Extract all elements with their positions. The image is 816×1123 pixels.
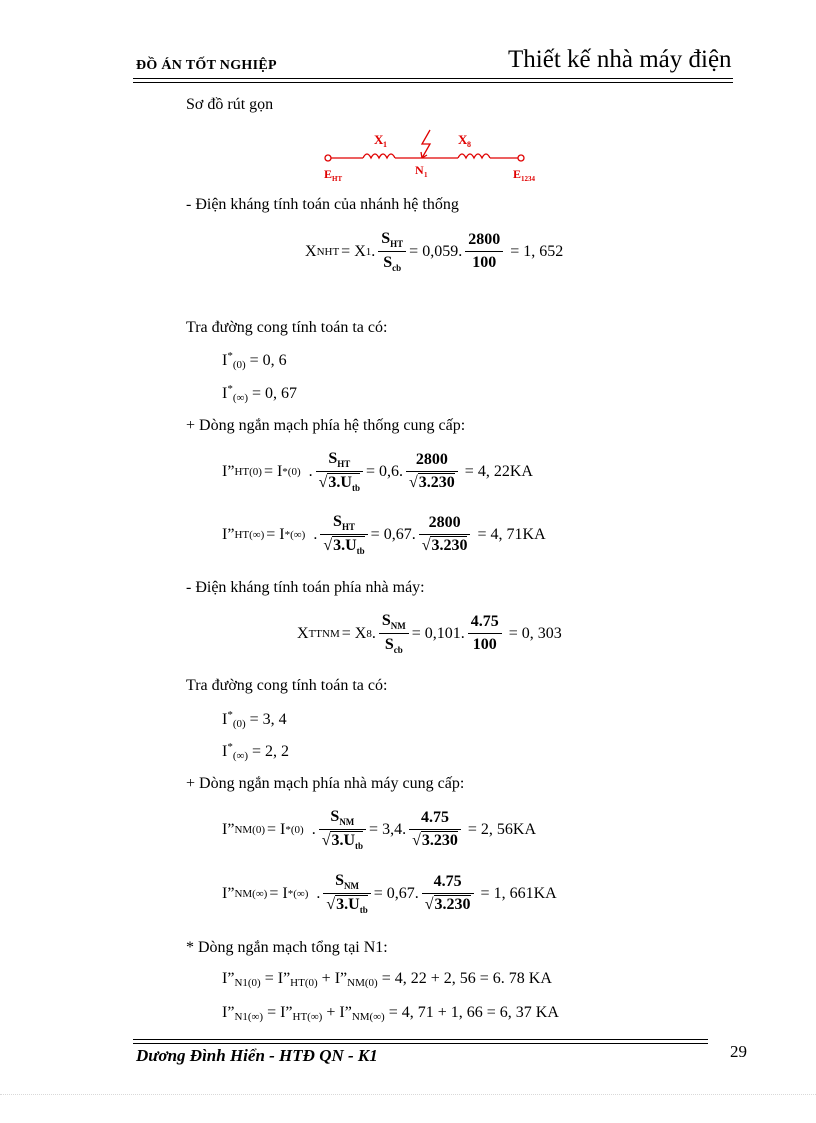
math-token: = 0,67. <box>370 525 416 543</box>
math-token: = 3, 4 <box>249 711 287 728</box>
math-token: = 1, 652 <box>510 242 564 260</box>
math-token: HT(0) <box>290 977 318 989</box>
math-token: = 2, 56KA <box>467 820 536 838</box>
math-token: NM(0) <box>347 977 378 989</box>
sum-n1-0 <box>222 970 552 989</box>
math-token: 3.U <box>331 832 356 849</box>
label-e1234-sub: 1234 <box>521 175 535 183</box>
math-token: NM <box>339 817 355 827</box>
math-token: = 0,6. <box>365 462 404 480</box>
math-token: 4.75 <box>409 809 461 830</box>
math-token: = I <box>269 884 288 902</box>
math-token: (∞) <box>293 887 309 900</box>
math-token: cb <box>392 263 402 273</box>
math-token: S <box>328 450 338 467</box>
math-token: = 4, 71 + 1, 66 = 6, 37 KA <box>388 1004 559 1021</box>
math-token: I” <box>222 462 235 480</box>
math-token: (0) <box>287 465 301 478</box>
label-e1234: E <box>513 167 522 181</box>
math-token: 2800 <box>465 231 503 252</box>
sum-n1-inf <box>222 1004 559 1023</box>
math-token: S <box>381 612 391 629</box>
dong-ngan-mach-ht: + Dòng ngắn mạch phía hệ thống cung cấp: <box>186 417 466 434</box>
math-token: * <box>227 709 233 721</box>
math-token: = X <box>341 624 367 642</box>
line-he-thong: - Điện kháng tính toán của nhánh hệ thống <box>186 196 459 213</box>
math-token: (0) <box>232 718 246 730</box>
math-token: (0) <box>290 823 304 836</box>
math-token: 3.U <box>328 474 352 491</box>
tra-duong-cong-2: Tra đường cong tính toán ta có: <box>186 677 388 694</box>
math-token: cb <box>393 645 403 655</box>
math-token: = I <box>267 820 286 838</box>
math-token: = I <box>263 462 283 480</box>
math-token: 3.230 <box>431 537 468 554</box>
math-token: S <box>335 872 344 889</box>
math-token: NM <box>390 621 406 631</box>
math-token: tb <box>355 841 364 851</box>
math-token: N1(∞) <box>234 1011 264 1023</box>
line-nha-may: - Điện kháng tính toán phía nhà máy: <box>186 579 425 596</box>
math-token: I” <box>222 820 235 838</box>
math-token: NM(∞) <box>351 1011 385 1023</box>
math-token: tb <box>359 905 368 915</box>
math-token: = I” <box>267 1004 293 1021</box>
math-token: X <box>305 242 317 260</box>
math-token: 3.230 <box>434 896 471 913</box>
math-token: I <box>222 711 228 728</box>
math-token: 3.230 <box>421 832 458 849</box>
math-token: = 4, 22KA <box>464 462 533 480</box>
math-token: . <box>371 624 376 642</box>
math-token: I” <box>222 1004 235 1021</box>
label-x1-sub: 1 <box>383 140 387 149</box>
diagram-intro: Sơ đồ rút gọn <box>186 96 274 113</box>
source-terminal-ht <box>325 155 331 161</box>
math-token: = 0, 6 <box>249 352 287 369</box>
label-eht: E <box>324 167 333 181</box>
math-token: HT <box>337 459 351 469</box>
equation-i-ht-inf: I” HT(∞) = I * (∞) . $\frac{S_{HT}}{√3.U_{tb}}$ = 0,67. $\frac{2800}{√3.230}$ = 4, 71KA <box>222 513 546 556</box>
equation-i-nm-0: I” NM(0) = I * (0) . $\frac{S_{NM}}{√3.U_{tb}}$ = 3,4. $\frac{4.75}{√3.230}$ = 2, 56KA <box>222 808 536 851</box>
math-token: = 0, 303 <box>508 624 562 642</box>
inductor-x1 <box>363 154 395 158</box>
math-token: tb <box>351 483 360 493</box>
equation-x-nht <box>305 230 563 273</box>
math-token: N1(0) <box>234 977 261 989</box>
math-token: * <box>287 887 294 900</box>
math-token: . <box>313 525 318 543</box>
equation-x-ttnm <box>297 612 562 655</box>
equation-i-nm-inf: I” NM(∞) = I * (∞) . $\frac{S_{NM}}{√3.U_{tb}}$ = 0,67. $\frac{4.75}{√3.230}$ = 1, 661KA <box>222 872 557 915</box>
math-token: HT(∞) <box>234 528 265 541</box>
label-n1-sub: 1 <box>424 171 428 179</box>
label-x8: X <box>458 132 468 147</box>
math-token: 4.75 <box>422 873 474 894</box>
math-token: X <box>297 624 309 642</box>
math-token: NHT <box>316 245 340 258</box>
math-token: HT(∞) <box>292 1011 323 1023</box>
math-token: (∞) <box>232 392 248 404</box>
math-token: S <box>330 808 340 825</box>
header-rule <box>133 78 733 79</box>
math-token: NM <box>344 881 359 891</box>
page-number: 29 <box>730 1042 747 1061</box>
fault-lightning-icon <box>422 130 430 158</box>
math-token: I <box>222 352 228 369</box>
math-token: + I” <box>321 970 348 987</box>
math-token: (0) <box>232 359 246 371</box>
math-token: * <box>227 350 233 362</box>
math-token: 1 <box>365 245 372 258</box>
math-token: . <box>316 884 321 902</box>
math-token: * <box>282 465 288 478</box>
label-x1: X <box>374 132 384 147</box>
math-token: TTNM <box>308 627 340 640</box>
math-token: 3.U <box>336 896 360 913</box>
footer-author: Dương Đình Hiển - HTĐ QN - K1 <box>136 1046 378 1065</box>
label-x8-sub: 8 <box>467 140 471 149</box>
dong-ngan-mach-tong: * Dòng ngắn mạch tổng tại N1: <box>186 939 388 956</box>
math-token: I” <box>222 884 235 902</box>
math-token: * <box>227 741 233 753</box>
tra-duong-cong-1: Tra đường cong tính toán ta có: <box>186 319 388 336</box>
math-token: = X <box>341 242 366 260</box>
math-token: 8 <box>366 627 372 640</box>
math-token: HT <box>341 522 355 532</box>
math-token: I” <box>222 970 235 987</box>
math-token: = 4, 22 + 2, 56 = 6. 78 KA <box>381 970 552 987</box>
math-token: (∞) <box>232 750 248 762</box>
math-token: = 0,059. <box>409 242 463 260</box>
math-token: = I <box>266 525 285 543</box>
math-token: S <box>384 636 394 653</box>
math-token: 3.U <box>333 537 357 554</box>
math-token: 2800 <box>406 451 458 472</box>
math-token: * <box>284 528 291 541</box>
math-token: (∞) <box>290 528 306 541</box>
math-token: . <box>311 820 316 838</box>
math-token: = I” <box>264 970 291 987</box>
math-token: I <box>222 743 228 760</box>
math-token: I” <box>222 525 235 543</box>
math-token: NM(∞) <box>234 887 268 900</box>
page-bottom-dotted-line <box>0 1094 816 1095</box>
math-token: 4.75 <box>468 613 502 634</box>
label-n1: N <box>415 163 424 177</box>
i-star-0-b <box>222 709 287 730</box>
reduced-circuit-diagram <box>318 122 548 186</box>
math-token: tb <box>356 546 365 556</box>
equation-i-ht-0: I” HT(0) = I * (0) . $\frac{S_{HT}}{√3.U_{tb}}$ = 0,6. $\frac{2800}{√3.230}$ = 4, 22KA <box>222 450 533 493</box>
math-token: * <box>227 383 233 395</box>
math-token: . <box>371 242 376 260</box>
dong-ngan-mach-nm: + Dòng ngắn mạch phía nhà máy cung cấp: <box>186 775 465 792</box>
math-token: = 2, 2 <box>252 743 290 760</box>
header-right-title: Thiết kế nhà máy điện <box>508 46 732 73</box>
math-token: = 4, 71KA <box>477 525 546 543</box>
math-token: S <box>383 254 393 271</box>
math-token: I <box>222 385 228 402</box>
label-eht-sub: HT <box>332 175 343 183</box>
i-star-inf-a <box>222 383 297 404</box>
i-star-inf-b <box>222 741 289 762</box>
math-token: = 1, 661KA <box>480 884 557 902</box>
inductor-x8 <box>458 154 490 158</box>
math-token: = 0, 67 <box>252 385 298 402</box>
math-token: 2800 <box>419 514 471 535</box>
math-token: 100 <box>472 254 497 271</box>
math-token: = 0,101. <box>411 624 465 642</box>
math-token: NM(0) <box>234 823 265 836</box>
math-token: = 3,4. <box>369 820 407 838</box>
header-rule-thin <box>133 82 733 83</box>
math-token: * <box>285 823 291 836</box>
math-token: S <box>333 513 342 530</box>
source-terminal-1234 <box>518 155 524 161</box>
math-token: = 0,67. <box>373 884 419 902</box>
math-token: 100 <box>472 636 497 653</box>
math-token: HT <box>390 239 404 249</box>
i-star-0-a <box>222 350 287 371</box>
math-token: HT(0) <box>234 465 262 478</box>
math-token: 3.230 <box>418 474 455 491</box>
math-token: + I” <box>326 1004 352 1021</box>
footer-rule <box>133 1039 708 1040</box>
header-left-title: ĐỒ ÁN TỐT NGHIỆP <box>136 58 277 73</box>
math-token: . <box>308 462 313 480</box>
math-token: S <box>381 230 391 247</box>
footer-rule-thin <box>133 1043 708 1044</box>
